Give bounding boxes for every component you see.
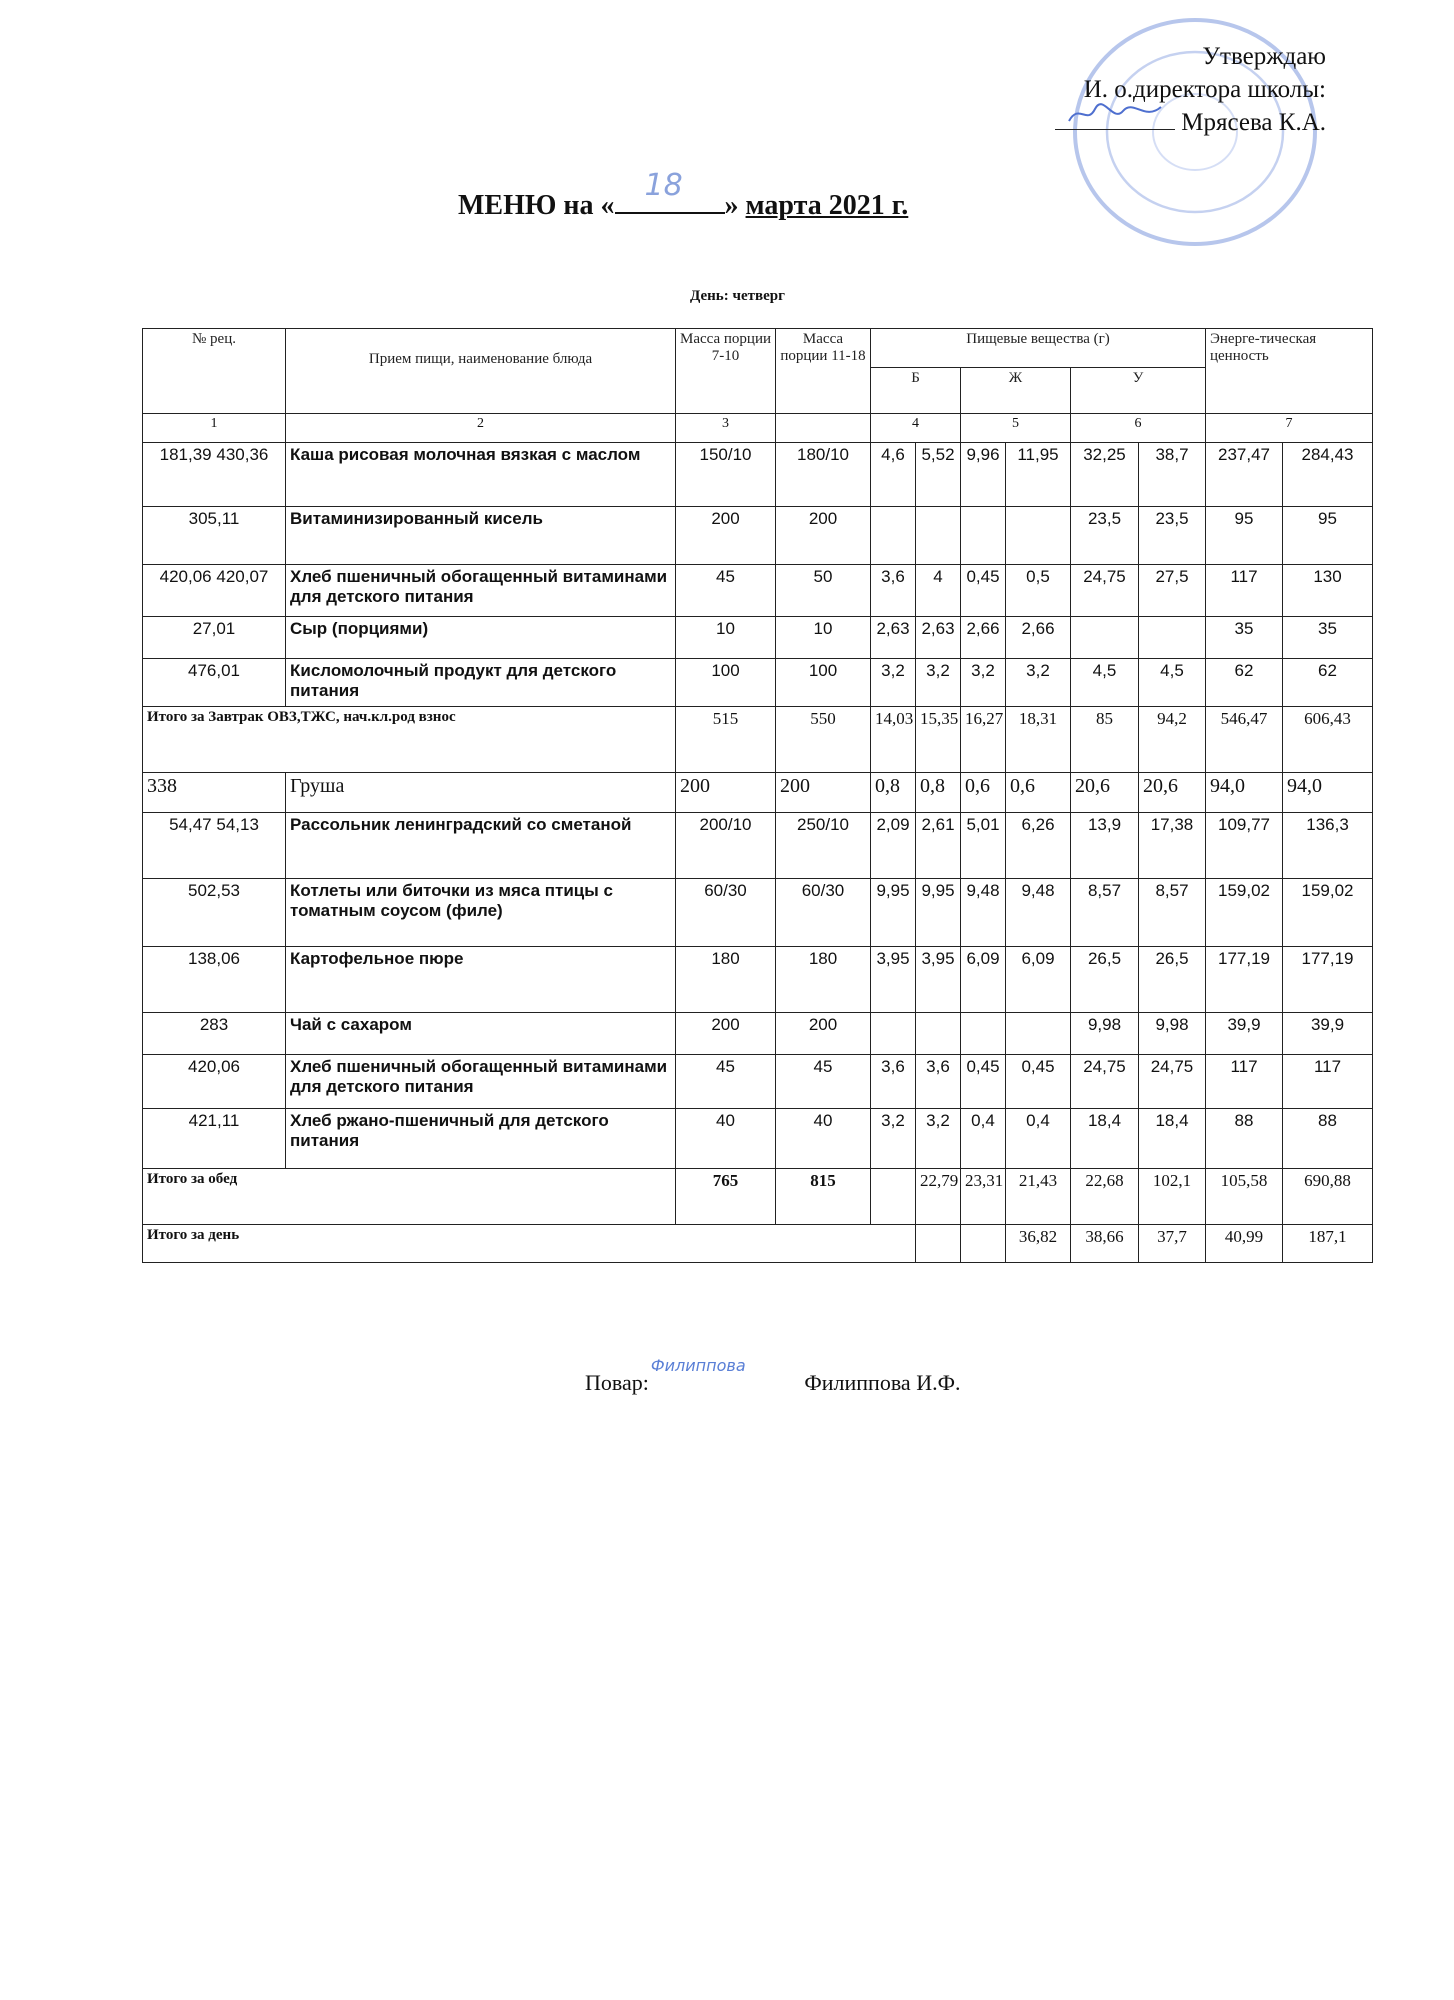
header-rec: № рец. <box>143 329 286 414</box>
value-cell: 22,79 <box>916 1169 961 1225</box>
recipe-number: 305,11 <box>143 507 286 565</box>
value-cell: 20,6 <box>1071 773 1139 813</box>
value-cell: 117 <box>1206 565 1283 617</box>
value-cell: 95 <box>1283 507 1373 565</box>
mass1-cell: 200 <box>676 507 776 565</box>
value-cell: 0,4 <box>1006 1109 1071 1169</box>
mass2-cell: 200 <box>776 1013 871 1055</box>
value-cell: 2,66 <box>961 617 1006 659</box>
total-label: Итого за Завтрак ОВЗ,ТЖС, нач.кл.род взнос <box>143 707 676 773</box>
col-number: 6 <box>1071 414 1206 443</box>
value-cell: 35 <box>1206 617 1283 659</box>
mass1-cell: 150/10 <box>676 443 776 507</box>
dish-name: Рассольник ленинградский со сметаной <box>286 813 676 879</box>
mass2-cell: 815 <box>776 1169 871 1225</box>
value-cell: 23,5 <box>1139 507 1206 565</box>
dish-name: Хлеб пшеничный обогащенный витаминами для детского питания <box>286 1055 676 1109</box>
value-cell: 94,0 <box>1206 773 1283 813</box>
value-cell: 62 <box>1283 659 1373 707</box>
total-label: Итого за день <box>143 1225 916 1263</box>
value-cell <box>961 507 1006 565</box>
value-cell: 85 <box>1071 707 1139 773</box>
value-cell: 3,95 <box>916 947 961 1013</box>
value-cell: 5,01 <box>961 813 1006 879</box>
value-cell: 8,57 <box>1071 879 1139 947</box>
header-nutrients: Пищевые вещества (г) <box>871 329 1206 368</box>
approval-position: И. о.директора школы: <box>1083 76 1326 103</box>
dish-name: Чай с сахаром <box>286 1013 676 1055</box>
title-month: марта 2021 г. <box>745 190 909 221</box>
mass1-cell: 515 <box>676 707 776 773</box>
mass2-cell: 60/30 <box>776 879 871 947</box>
value-cell: 6,09 <box>961 947 1006 1013</box>
title-suffix: » <box>724 190 746 221</box>
value-cell: 3,2 <box>1006 659 1071 707</box>
lunch-total-row <box>143 1169 1373 1225</box>
cook-signature-text: Филиппова <box>650 1356 746 1375</box>
mass2-cell: 180/10 <box>776 443 871 507</box>
recipe-number: 421,11 <box>143 1109 286 1169</box>
value-cell <box>1006 507 1071 565</box>
mass1-cell: 200/10 <box>676 813 776 879</box>
value-cell: 177,19 <box>1206 947 1283 1013</box>
recipe-number: 283 <box>143 1013 286 1055</box>
value-cell: 23,5 <box>1071 507 1139 565</box>
mass1-cell: 60/30 <box>676 879 776 947</box>
dish-name: Груша <box>286 773 676 813</box>
value-cell: 38,66 <box>1071 1225 1139 1263</box>
value-cell: 62 <box>1206 659 1283 707</box>
dish-name: Котлеты или биточки из мяса птицы с томатным соусом (филе) <box>286 879 676 947</box>
value-cell: 22,68 <box>1071 1169 1139 1225</box>
value-cell: 3,2 <box>961 659 1006 707</box>
value-cell: 26,5 <box>1071 947 1139 1013</box>
recipe-number: 181,39 430,36 <box>143 443 286 507</box>
value-cell: 0,45 <box>1006 1055 1071 1109</box>
mass1-cell: 180 <box>676 947 776 1013</box>
value-cell: 24,75 <box>1071 1055 1139 1109</box>
value-cell: 9,98 <box>1071 1013 1139 1055</box>
value-cell: 0,45 <box>961 565 1006 617</box>
recipe-number: 502,53 <box>143 879 286 947</box>
director-signature <box>1055 107 1175 130</box>
mass2-cell: 200 <box>776 507 871 565</box>
value-cell: 284,43 <box>1283 443 1373 507</box>
column-number-row <box>143 414 1373 443</box>
col-number: 3 <box>676 414 776 443</box>
header-mass1: Масса порции 7-10 <box>676 329 776 414</box>
header-u: У <box>1071 368 1206 414</box>
value-cell: 35 <box>1283 617 1373 659</box>
value-cell <box>1006 1013 1071 1055</box>
recipe-number: 54,47 54,13 <box>143 813 286 879</box>
value-cell: 94,0 <box>1283 773 1373 813</box>
value-cell: 9,48 <box>1006 879 1071 947</box>
recipe-number: 420,06 420,07 <box>143 565 286 617</box>
value-cell: 4,6 <box>871 443 916 507</box>
value-cell: 40,99 <box>1206 1225 1283 1263</box>
value-cell: 159,02 <box>1206 879 1283 947</box>
director-name: Мрясева К.А. <box>1181 109 1326 136</box>
recipe-number: 338 <box>143 773 286 813</box>
header-dish-text: Прием пищи, наименование блюда <box>368 351 593 367</box>
fruit-row <box>143 773 1373 813</box>
value-cell: 4 <box>916 565 961 617</box>
cook-signature-block <box>585 1356 961 1396</box>
value-cell: 109,77 <box>1206 813 1283 879</box>
value-cell <box>961 1013 1006 1055</box>
value-cell: 0,6 <box>1006 773 1071 813</box>
table-row <box>143 507 1373 565</box>
cook-signature <box>649 1356 799 1390</box>
value-cell: 17,38 <box>1139 813 1206 879</box>
value-cell: 0,6 <box>961 773 1006 813</box>
table-row <box>143 617 1373 659</box>
value-cell: 88 <box>1206 1109 1283 1169</box>
page-title <box>458 168 909 222</box>
value-cell: 0,8 <box>916 773 961 813</box>
table-row <box>143 1013 1373 1055</box>
table-row <box>143 1055 1373 1109</box>
mass1-cell: 200 <box>676 773 776 813</box>
value-cell: 0,45 <box>961 1055 1006 1109</box>
value-cell: 136,3 <box>1283 813 1373 879</box>
mass2-cell: 40 <box>776 1109 871 1169</box>
value-cell: 9,95 <box>871 879 916 947</box>
value-cell: 88 <box>1283 1109 1373 1169</box>
value-cell: 130 <box>1283 565 1373 617</box>
mass1-cell: 200 <box>676 1013 776 1055</box>
value-cell: 4,5 <box>1139 659 1206 707</box>
value-cell: 15,35 <box>916 707 961 773</box>
value-cell: 36,82 <box>1006 1225 1071 1263</box>
value-cell: 6,09 <box>1006 947 1071 1013</box>
mass1-cell: 40 <box>676 1109 776 1169</box>
table-row <box>143 565 1373 617</box>
value-cell <box>871 1169 916 1225</box>
value-cell: 9,95 <box>916 879 961 947</box>
value-cell: 117 <box>1283 1055 1373 1109</box>
breakfast-total-row <box>143 707 1373 773</box>
value-cell: 14,03 <box>871 707 916 773</box>
header-energy: Энерге-тическая ценность <box>1206 329 1373 414</box>
mass2-cell: 10 <box>776 617 871 659</box>
mass1-cell: 100 <box>676 659 776 707</box>
value-cell: 37,7 <box>1139 1225 1206 1263</box>
value-cell: 18,31 <box>1006 707 1071 773</box>
value-cell: 2,66 <box>1006 617 1071 659</box>
mass2-cell: 550 <box>776 707 871 773</box>
value-cell: 3,6 <box>916 1055 961 1109</box>
approval-block <box>1055 40 1326 139</box>
header-row <box>143 329 1373 368</box>
value-cell: 20,6 <box>1139 773 1206 813</box>
value-cell: 2,09 <box>871 813 916 879</box>
value-cell: 9,48 <box>961 879 1006 947</box>
mass2-cell: 50 <box>776 565 871 617</box>
value-cell: 5,52 <box>916 443 961 507</box>
value-cell: 105,58 <box>1206 1169 1283 1225</box>
value-cell: 24,75 <box>1139 1055 1206 1109</box>
mass2-cell: 180 <box>776 947 871 1013</box>
value-cell: 39,9 <box>1206 1013 1283 1055</box>
value-cell: 3,95 <box>871 947 916 1013</box>
table-row <box>143 443 1373 507</box>
value-cell: 0,4 <box>961 1109 1006 1169</box>
value-cell: 187,1 <box>1283 1225 1373 1263</box>
value-cell: 18,4 <box>1071 1109 1139 1169</box>
value-cell: 94,2 <box>1139 707 1206 773</box>
value-cell: 3,2 <box>916 659 961 707</box>
mass1-cell: 45 <box>676 565 776 617</box>
table-row <box>143 947 1373 1013</box>
col-number: 4 <box>871 414 961 443</box>
value-cell <box>871 507 916 565</box>
dish-name: Каша рисовая молочная вязкая с маслом <box>286 443 676 507</box>
mass2-cell: 200 <box>776 773 871 813</box>
value-cell: 2,61 <box>916 813 961 879</box>
value-cell: 18,4 <box>1139 1109 1206 1169</box>
value-cell: 24,75 <box>1071 565 1139 617</box>
total-label: Итого за обед <box>143 1169 676 1225</box>
value-cell: 6,26 <box>1006 813 1071 879</box>
value-cell: 0,8 <box>871 773 916 813</box>
value-cell: 9,96 <box>961 443 1006 507</box>
recipe-number: 27,01 <box>143 617 286 659</box>
dish-name: Картофельное пюре <box>286 947 676 1013</box>
value-cell: 0,5 <box>1006 565 1071 617</box>
value-cell: 95 <box>1206 507 1283 565</box>
header-zh: Ж <box>961 368 1071 414</box>
dish-name: Хлеб ржано-пшеничный для детского питания <box>286 1109 676 1169</box>
value-cell <box>916 1225 961 1263</box>
table-row <box>143 879 1373 947</box>
value-cell: 3,6 <box>871 565 916 617</box>
value-cell: 2,63 <box>871 617 916 659</box>
value-cell: 39,9 <box>1283 1013 1373 1055</box>
value-cell: 32,25 <box>1071 443 1139 507</box>
mass1-cell: 10 <box>676 617 776 659</box>
value-cell <box>871 1013 916 1055</box>
value-cell: 3,2 <box>871 659 916 707</box>
value-cell: 13,9 <box>1071 813 1139 879</box>
value-cell: 102,1 <box>1139 1169 1206 1225</box>
value-cell: 3,2 <box>871 1109 916 1169</box>
value-cell: 117 <box>1206 1055 1283 1109</box>
handwritten-date: 18 <box>644 168 683 203</box>
value-cell: 8,57 <box>1139 879 1206 947</box>
value-cell: 2,63 <box>916 617 961 659</box>
value-cell: 546,47 <box>1206 707 1283 773</box>
menu-table <box>142 328 1373 1263</box>
header-b: Б <box>871 368 961 414</box>
mass1-cell: 765 <box>676 1169 776 1225</box>
value-cell: 237,47 <box>1206 443 1283 507</box>
table-row <box>143 659 1373 707</box>
col-number <box>776 414 871 443</box>
mass2-cell: 45 <box>776 1055 871 1109</box>
value-cell: 690,88 <box>1283 1169 1373 1225</box>
value-cell: 177,19 <box>1283 947 1373 1013</box>
cook-label: Повар: <box>585 1370 649 1395</box>
value-cell: 3,2 <box>916 1109 961 1169</box>
recipe-number: 420,06 <box>143 1055 286 1109</box>
dish-name: Кисломолочный продукт для детского питания <box>286 659 676 707</box>
value-cell <box>916 1013 961 1055</box>
value-cell: 606,43 <box>1283 707 1373 773</box>
value-cell: 3,6 <box>871 1055 916 1109</box>
value-cell: 38,7 <box>1139 443 1206 507</box>
recipe-number: 138,06 <box>143 947 286 1013</box>
value-cell: 16,27 <box>961 707 1006 773</box>
value-cell: 27,5 <box>1139 565 1206 617</box>
col-number: 7 <box>1206 414 1373 443</box>
value-cell: 21,43 <box>1006 1169 1071 1225</box>
value-cell <box>1071 617 1139 659</box>
cook-name: Филиппова И.Ф. <box>804 1370 961 1395</box>
value-cell <box>916 507 961 565</box>
day-label: День: четверг <box>690 288 785 304</box>
col-number: 1 <box>143 414 286 443</box>
value-cell: 23,31 <box>961 1169 1006 1225</box>
signature-scribble-icon <box>1065 99 1185 127</box>
dish-name: Хлеб пшеничный обогащенный витаминами для детского питания <box>286 565 676 617</box>
header-mass2: Масса порции 11-18 <box>776 329 871 414</box>
dish-name: Витаминизированный кисель <box>286 507 676 565</box>
day-total-row <box>143 1225 1373 1263</box>
mass1-cell: 45 <box>676 1055 776 1109</box>
approval-title: Утверждаю <box>1202 43 1326 70</box>
table-row <box>143 1109 1373 1169</box>
value-cell <box>1139 617 1206 659</box>
title-prefix: МЕНЮ на « <box>458 190 615 221</box>
header-dish <box>286 329 676 414</box>
col-number: 2 <box>286 414 676 443</box>
title-date-field <box>615 168 725 214</box>
value-cell: 11,95 <box>1006 443 1071 507</box>
value-cell: 26,5 <box>1139 947 1206 1013</box>
value-cell: 9,98 <box>1139 1013 1206 1055</box>
col-number: 5 <box>961 414 1071 443</box>
mass2-cell: 100 <box>776 659 871 707</box>
table-row <box>143 813 1373 879</box>
dish-name: Сыр (порциями) <box>286 617 676 659</box>
value-cell: 4,5 <box>1071 659 1139 707</box>
value-cell <box>961 1225 1006 1263</box>
value-cell: 159,02 <box>1283 879 1373 947</box>
mass2-cell: 250/10 <box>776 813 871 879</box>
recipe-number: 476,01 <box>143 659 286 707</box>
